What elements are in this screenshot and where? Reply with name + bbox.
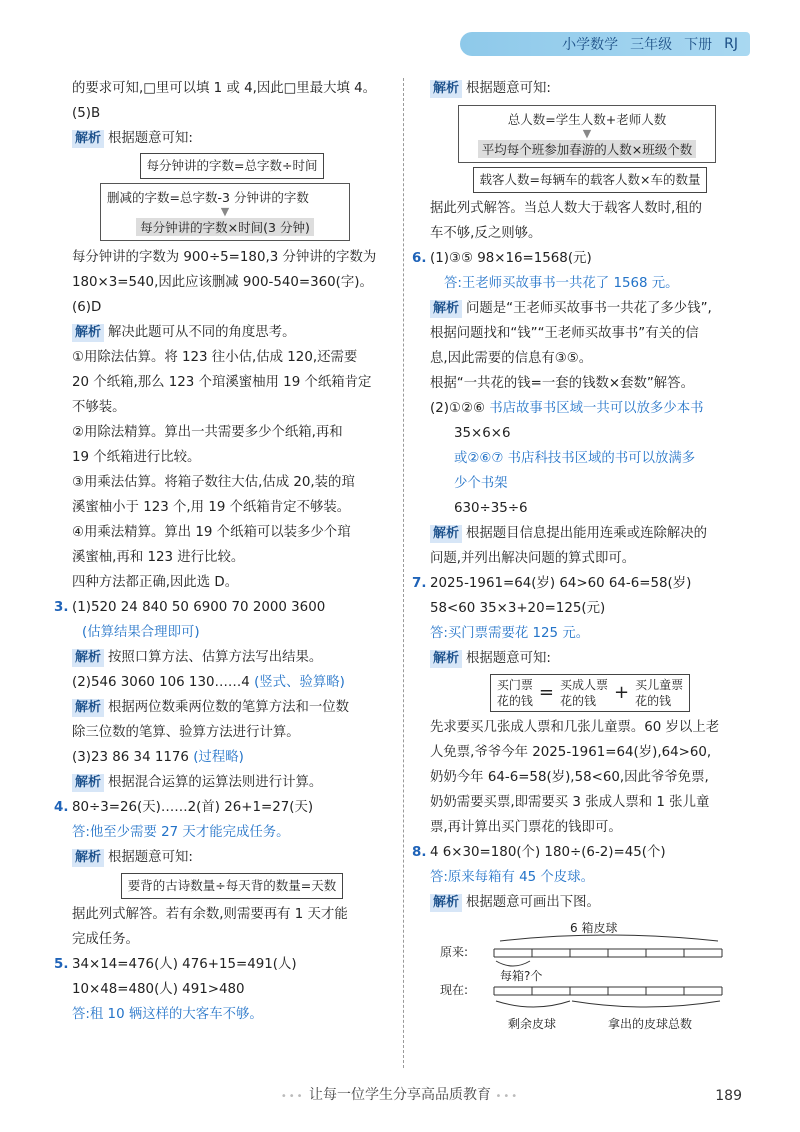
answer: 答:买门票需要花 125 元。 [430, 626, 590, 641]
formula-box-2 [100, 183, 350, 241]
text-line: 人免票,爷爷今年 2025-1961=64(岁),64>60, [430, 745, 712, 760]
formula-box-1 [72, 153, 392, 179]
analysis-tag: 解析 [72, 130, 104, 148]
text-line: 58<60 35×3+20=125(元) [430, 601, 606, 616]
ball-diagram [430, 919, 710, 1039]
diagram-each-label: 每箱?个 [500, 969, 543, 983]
formula: 删减的字数=总字数-3 分钟讲的字数 [107, 190, 309, 205]
arrow-down-icon: ▼ [582, 127, 592, 140]
analysis-line [72, 320, 392, 345]
footer-slogan [0, 1084, 800, 1104]
text: 根据题意可知: [108, 131, 193, 146]
right-column [412, 76, 750, 1039]
text-line [430, 396, 750, 421]
edition: RJ [724, 36, 738, 52]
question-number: 7. [412, 576, 427, 591]
formula-part: 买门票 [496, 678, 533, 692]
text-line: 不够装。 [72, 400, 126, 415]
analysis-line [430, 521, 750, 546]
text: 2025-1961=64(岁) 64>60 64-6=58(岁) [430, 576, 692, 591]
text: 或②⑥⑦ [454, 451, 504, 466]
analysis-tag: 解析 [72, 324, 104, 342]
analysis-tag: 解析 [430, 300, 462, 318]
formula: 总人数=学生人数+老师人数 [507, 112, 667, 127]
analysis-line [72, 695, 392, 720]
formula-box-6: 买门票 花的钱 = 买成人票 花的钱 + 买儿童票 花的钱 [430, 674, 750, 712]
text: 按照口算方法、估算方法写出结果。 [108, 650, 323, 665]
text-line: 180×3=540,因此应该删减 900-540=360(字)。 [72, 275, 373, 290]
text: 根据混合运算的运算法则进行计算。 [108, 775, 323, 790]
text: 根据两位数乘两位数的笔算方法和一位数 [108, 700, 350, 715]
text: (2)546 3060 106 130……4 [72, 675, 250, 690]
grade: 三年级 [630, 37, 673, 53]
text: 4 6×30=180(个) 180÷(6-2)=45(个) [430, 845, 666, 860]
formula-part: 买儿童票 [635, 678, 684, 692]
analysis-line [72, 645, 392, 670]
text-line: 19 个纸箱进行比较。 [72, 450, 201, 465]
analysis-tag: 解析 [430, 650, 462, 668]
analysis-tag: 解析 [430, 894, 462, 912]
question-5 [54, 952, 392, 977]
decorative-dots: ••• [280, 1091, 305, 1102]
text-line [72, 670, 392, 695]
text-line [430, 446, 750, 471]
brace-top [500, 935, 718, 941]
analysis-tag: 解析 [72, 699, 104, 717]
question-number: 8. [412, 845, 427, 860]
diagram-taken-label: 拿出的皮球总数 [608, 1017, 693, 1031]
question-6 [412, 246, 750, 271]
text: 根据题意可知: [466, 81, 551, 96]
text-line: 的要求可知,□里可以填 1 或 4,因此□里最大填 4。 [72, 81, 377, 96]
question-number: 6. [412, 251, 427, 266]
analysis-line [72, 845, 392, 870]
text-line: 车不够,反之则够。 [430, 226, 542, 241]
text-line: 溪蜜柚,再和 123 进行比较。 [72, 550, 245, 565]
text-line: 完成任务。 [72, 932, 139, 947]
text: 问题是“王老师买故事书一共花了多少钱”, [466, 301, 712, 316]
question-4 [54, 795, 392, 820]
text-line: 630÷35÷6 [454, 501, 528, 516]
book-header [460, 32, 750, 56]
question-text: 书店科技书区域的书可以放满多 [507, 451, 696, 466]
analysis-line [430, 76, 750, 101]
diagram-remain-label: 剩余皮球 [508, 1017, 557, 1031]
diagram-now-label: 现在: [440, 983, 469, 997]
question-number: 5. [54, 957, 69, 972]
text-line: 奶奶今年 64-6=58(岁),58<60,因此爷爷免票, [430, 770, 709, 785]
text: (1)③⑤ 98×16=1568(元) [430, 251, 592, 266]
answer: 答:原来每箱有 45 个皮球。 [430, 870, 594, 885]
text-line: 除三位数的笔算、验算方法进行计算。 [72, 725, 300, 740]
answer: 答:他至少需要 27 天才能完成任务。 [72, 825, 290, 840]
formula-box-3 [72, 873, 392, 899]
text-line: 问题,并列出解决问题的算式即可。 [430, 551, 636, 566]
diagram-original-label: 原来: [440, 945, 469, 959]
analysis-line [430, 646, 750, 671]
text-line: 溪蜜柚小于 123 个,用 19 个纸箱肯定不够装。 [72, 500, 351, 515]
formula: 每分钟讲的字数×时间(3 分钟) [136, 218, 314, 236]
column-divider [403, 78, 404, 1068]
analysis-line [72, 126, 392, 151]
text: 根据题意可知: [108, 850, 193, 865]
text-line: 奶奶需要买票,即需要买 3 张成人票和 1 张儿童 [430, 795, 710, 810]
text-line [72, 745, 392, 770]
formula-part: 花的钱 [635, 694, 672, 708]
slogan-text: 让每一位学生分享高品质教育 [309, 1087, 491, 1103]
text-line: 10×48=480(人) 491>480 [72, 982, 245, 997]
arrow-down-icon: ▼ [220, 205, 230, 218]
text: 34×14=476(人) 476+15=491(人) [72, 957, 297, 972]
text-line: 20 个纸箱,那么 123 个琯溪蜜柚用 19 个纸箱肯定 [72, 375, 372, 390]
analysis-line [430, 296, 750, 321]
formula: 载客人数=每辆车的载客人数×车的数量 [473, 167, 708, 193]
text: (3)23 86 34 1176 [72, 750, 189, 765]
answer-label: (6)D [72, 300, 102, 315]
text: 解决此题可从不同的角度思考。 [108, 325, 296, 340]
note: (竖式、验算略) [254, 675, 345, 690]
text-line: 根据问题找和“钱”“王老师买故事书”有关的信 [430, 326, 699, 341]
formula-part: 花的钱 [559, 694, 596, 708]
text: (2)①②⑥ [430, 401, 485, 416]
text-line: 据此列式解答。当总人数大于载客人数时,租的 [430, 201, 703, 216]
answer: 答:租 10 辆这样的大客车不够。 [72, 1007, 263, 1022]
text-line: 35×6×6 [454, 426, 511, 441]
question-text: 少个书架 [454, 476, 508, 491]
formula: 每分钟讲的字数=总字数÷时间 [140, 153, 325, 179]
answer-label: (5)B [72, 106, 101, 121]
text: (1)520 24 840 50 6900 70 2000 3600 [72, 600, 326, 615]
left-column [54, 76, 392, 1027]
formula-part: 花的钱 [496, 694, 533, 708]
text: 根据题意可画出下图。 [466, 895, 600, 910]
note: (估算结果合理即可) [82, 625, 200, 640]
question-3 [54, 595, 392, 620]
text: 根据题意可知: [466, 651, 551, 666]
text: 80÷3=26(天)……2(首) 26+1=27(天) [72, 800, 314, 815]
formula-box-4 [458, 105, 716, 163]
formula: 平均每个班参加春游的人数×班级个数 [478, 140, 696, 158]
text-line: ②用除法精算。算出一共需要多少个纸箱,再和 [72, 425, 343, 440]
answer: 答:王老师买故事书一共花了 1568 元。 [444, 276, 679, 291]
text-line: 票,再计算出买门票花的钱即可。 [430, 820, 622, 835]
text: 根据题目信息提出能用连乘或连除解决的 [466, 526, 708, 541]
analysis-tag: 解析 [430, 525, 462, 543]
analysis-tag: 解析 [72, 774, 104, 792]
text-line: 据此列式解答。若有余数,则需要再有 1 天才能 [72, 907, 348, 922]
question-8 [412, 840, 750, 865]
text-line: ①用除法估算。将 123 往小估,估成 120,还需要 [72, 350, 358, 365]
formula: 要背的古诗数量÷每天背的数量=天数 [121, 873, 343, 899]
text-line: 先求要买几张成人票和几张儿童票。60 岁以上老 [430, 720, 720, 735]
question-text: 书店故事书区域一共可以放多少本书 [489, 401, 704, 416]
question-number: 4. [54, 800, 69, 815]
analysis-tag: 解析 [72, 849, 104, 867]
analysis-tag: 解析 [430, 80, 462, 98]
question-number: 3. [54, 600, 69, 615]
text-line: 息,因此需要的信息有③⑤。 [430, 351, 593, 366]
subject: 小学数学 [562, 37, 619, 53]
analysis-line [72, 770, 392, 795]
diagram-top-label: 6 箱皮球 [570, 921, 618, 935]
text-line: ③用乘法估算。将箱子数往大估,估成 20,装的琯 [72, 475, 355, 490]
text-line: 根据“一共花的钱=一套的钱数×套数”解答。 [430, 376, 694, 391]
text-line: 每分钟讲的字数为 900÷5=180,3 分钟讲的字数为 [72, 250, 377, 265]
decorative-dots: ••• [495, 1091, 520, 1102]
text-line: 四种方法都正确,因此选 D。 [72, 575, 239, 590]
analysis-tag: 解析 [72, 649, 104, 667]
question-7 [412, 571, 750, 596]
analysis-line [430, 890, 750, 915]
volume: 下册 [684, 37, 713, 53]
text-line: ④用乘法精算。算出 19 个纸箱可以装多少个琯 [72, 525, 351, 540]
note: (过程略) [193, 750, 244, 765]
page-number: 189 [715, 1088, 742, 1104]
formula-part: 买成人票 [559, 678, 608, 692]
formula-box-5 [430, 167, 750, 193]
